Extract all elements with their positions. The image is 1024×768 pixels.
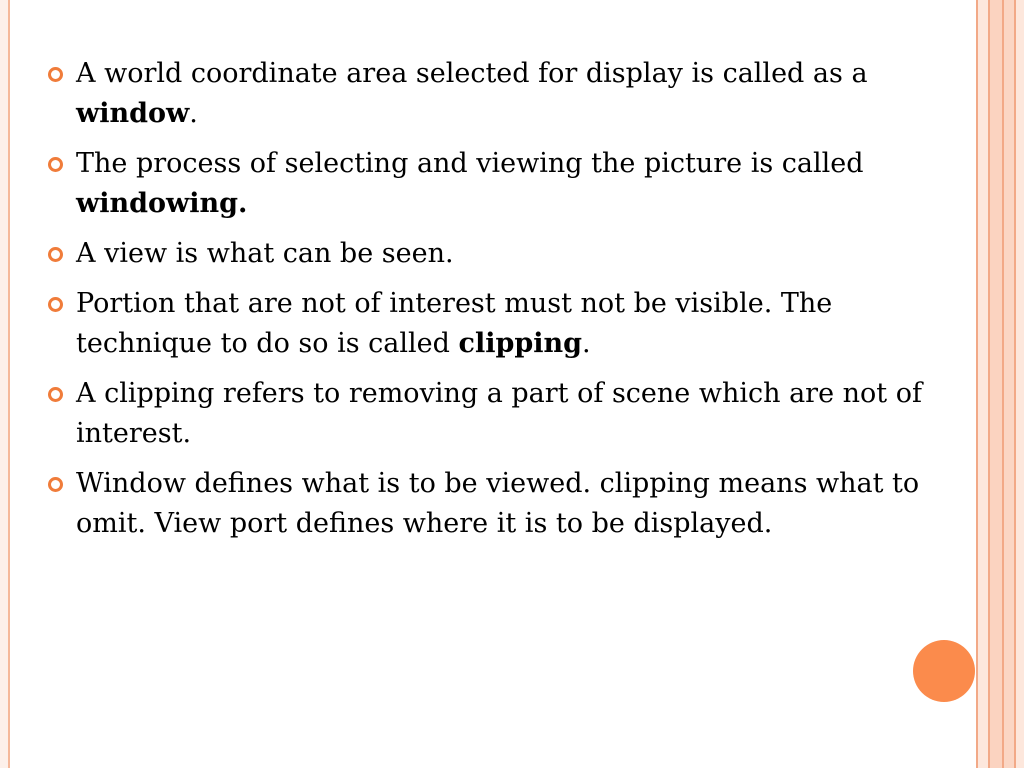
bullet-text-end: . [189, 98, 198, 129]
bullet-ring-icon [48, 67, 63, 82]
bullet-text: A world coordinate area selected for display is called as a [76, 58, 868, 89]
bullet-item-window-viewport [46, 464, 946, 544]
bullet-list [46, 54, 946, 554]
bullet-ring-icon [48, 247, 63, 262]
bullet-bold-term: clipping [458, 328, 582, 359]
bullet-ring-icon [48, 157, 63, 172]
bullet-bold-term: windowing. [76, 188, 248, 219]
orange-circle-decoration [913, 640, 975, 702]
bullet-ring-icon [48, 297, 63, 312]
bullet-text: A view is what can be seen. [76, 238, 454, 269]
bullet-item-clipping-definition [46, 374, 946, 454]
bullet-bold-term: window [76, 98, 190, 129]
bullet-text-end: . [582, 328, 591, 359]
bullet-ring-icon [48, 477, 63, 492]
bullet-text: The process of selecting and viewing the picture is called [76, 148, 864, 179]
right-border-decoration [976, 0, 1024, 768]
bullet-item-window [46, 54, 946, 134]
bullet-item-windowing [46, 144, 946, 224]
bullet-ring-icon [48, 387, 63, 402]
left-edge-decoration [0, 0, 10, 768]
bullet-item-clipping [46, 284, 946, 364]
bullet-item-view [46, 234, 946, 274]
bullet-text: A clipping refers to removing a part of scene which are not of interest. [76, 378, 922, 449]
bullet-text: Portion that are not of interest must not be visible. The technique to do so is called [76, 288, 833, 359]
bullet-text: Window defines what is to be viewed. clipping means what to omit. View port defines where it is to be displayed. [76, 468, 920, 539]
